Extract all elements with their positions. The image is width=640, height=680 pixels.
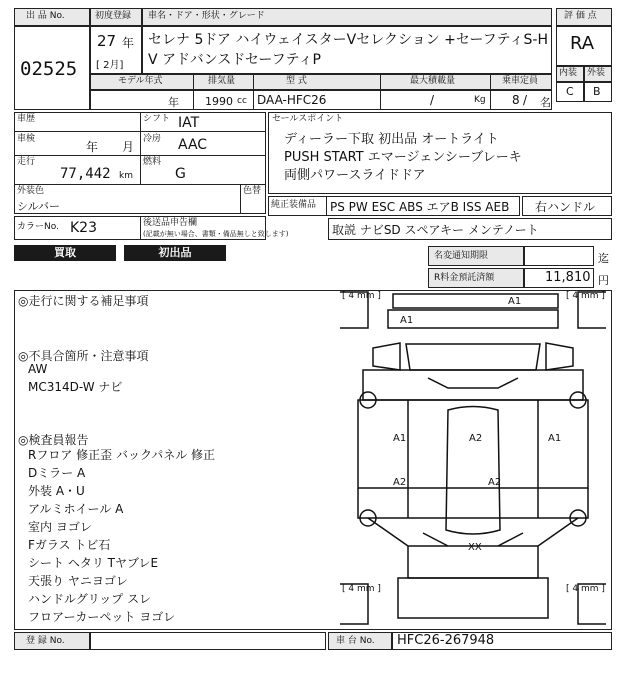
first-reg-month: [ 2月] bbox=[96, 60, 124, 71]
first-reg-year: 27 bbox=[97, 32, 117, 50]
inspection-month-unit: 月 bbox=[122, 140, 135, 154]
ac: AAC bbox=[178, 137, 208, 153]
name-change-label: 名変通知期限 bbox=[434, 251, 489, 261]
model-line1: セレナ 5ドア ハイウェイスターVセレクション +セーフティS-H bbox=[148, 32, 548, 48]
purchase-badge: 買取 bbox=[14, 245, 116, 261]
reg-no-label: 登 録 No. bbox=[26, 636, 65, 646]
post-reg-note: (記載が無い場合、書類・備品無しと致します) bbox=[143, 230, 289, 238]
damage-mark: A1 bbox=[548, 433, 562, 444]
capacity: 8 bbox=[512, 93, 520, 107]
inspector-line: ハンドルグリップ スレ bbox=[28, 592, 152, 606]
defect-line: AW bbox=[28, 362, 48, 376]
inspection-year-unit: 年 bbox=[86, 140, 99, 154]
tire-depth-bottom-left: [ 4 mm ] bbox=[342, 584, 381, 594]
tire-depth-top-right: [ 4 mm ] bbox=[566, 291, 605, 301]
damage-mark: XX bbox=[468, 542, 482, 553]
capacity-label: 乗車定員 bbox=[502, 76, 539, 86]
year-unit: 年 bbox=[168, 96, 179, 109]
recycle-amount: 11,810 bbox=[545, 270, 591, 285]
chassis-no: HFC26-267948 bbox=[397, 633, 495, 648]
inspector-line: シート ヘタリ TヤブレE bbox=[28, 556, 159, 570]
interior-grade: C bbox=[566, 85, 574, 98]
lot-no-label: 出 品 No. bbox=[26, 11, 65, 21]
displacement-label: 排気量 bbox=[208, 76, 236, 86]
max-load-label: 最大積載量 bbox=[410, 76, 456, 86]
model-year-label: モデル年式 bbox=[118, 76, 163, 86]
model-label: 車名・ドア・形状・グレード bbox=[148, 11, 265, 21]
inspector-line: 室内 ヨゴレ bbox=[28, 520, 92, 534]
std-equip-label: 純正装備品 bbox=[271, 200, 317, 210]
damage-mark: A2 bbox=[469, 433, 483, 444]
inspector-line: 外装 A・U bbox=[28, 484, 85, 498]
inspector-line: フロアーカーペット ヨゴレ bbox=[28, 610, 176, 624]
first-reg-label: 初度登録 bbox=[95, 11, 132, 21]
std-equip: PS PW ESC ABS エアB ISS AEB bbox=[330, 200, 510, 214]
name-change-box bbox=[524, 246, 594, 266]
damage-mark: A1 bbox=[508, 296, 522, 307]
exterior-label: 外装 bbox=[587, 68, 606, 78]
damage-mark: A2 bbox=[488, 477, 502, 488]
shift-label: シフト bbox=[143, 114, 171, 124]
chassis-label: 車 台 No. bbox=[336, 636, 375, 646]
steering: 右ハンドル bbox=[535, 200, 596, 214]
inspector-line: 天張り ヤニヨゴレ bbox=[28, 574, 128, 588]
inspector-line: Fガラス トビ石 bbox=[28, 538, 111, 552]
lot-no: 02525 bbox=[20, 58, 78, 80]
type-label: 型 式 bbox=[286, 76, 307, 86]
selling-point: ディーラー下取 初出品 オートライト bbox=[284, 132, 499, 147]
recycle-unit: 円 bbox=[598, 274, 609, 287]
color-no-label: カラーNo. bbox=[17, 222, 59, 232]
defect-label: ◎不具合箇所・注意事項 bbox=[18, 349, 149, 363]
damage-mark: A1 bbox=[400, 315, 414, 326]
model-line2: V アドバンスドセーフティP bbox=[148, 52, 321, 68]
color-no: K23 bbox=[70, 220, 97, 236]
inspector-line: Dミラー A bbox=[28, 466, 86, 480]
color-label: 外装色 bbox=[17, 186, 45, 196]
name-change-unit: 迄 bbox=[598, 252, 609, 265]
ac-label: 冷房 bbox=[143, 134, 162, 144]
mileage: 77,442 bbox=[60, 166, 111, 182]
tire-depth-bottom-right: [ 4 mm ] bbox=[566, 584, 605, 594]
mileage-unit: km bbox=[119, 171, 133, 181]
displacement-unit: cc bbox=[237, 96, 247, 106]
selling-point: PUSH START エマージェンシーブレーキ bbox=[284, 150, 522, 165]
displacement: 1990 bbox=[205, 95, 233, 108]
interior-label: 内装 bbox=[559, 68, 578, 78]
inspector-label: ◎検査員報告 bbox=[18, 433, 89, 447]
color: シルバー bbox=[17, 200, 60, 213]
load-sep: / bbox=[430, 93, 435, 107]
reg-no-box bbox=[90, 632, 326, 650]
car-diagram bbox=[338, 288, 608, 628]
defect-line: MC314D-W ナビ bbox=[28, 380, 123, 394]
tire-depth-top-left: [ 4 mm ] bbox=[342, 291, 381, 301]
color-code-label: 色替 bbox=[243, 186, 262, 196]
recycle-label: R料金預託済額 bbox=[434, 273, 495, 283]
grade-label: 評 価 点 bbox=[564, 11, 597, 21]
driving-label: ◎走行に関する補足事項 bbox=[18, 294, 149, 308]
grade: RA bbox=[570, 33, 595, 54]
selling-label: セールスポイント bbox=[272, 114, 344, 124]
exterior-grade: B bbox=[593, 85, 601, 98]
mileage-label: 走行 bbox=[17, 157, 36, 167]
damage-mark: A1 bbox=[393, 433, 407, 444]
shift: IAT bbox=[178, 115, 200, 131]
history-label: 車歴 bbox=[17, 114, 36, 124]
damage-mark: A2 bbox=[393, 477, 407, 488]
fuel-label: 燃料 bbox=[143, 157, 162, 167]
first-listing-badge: 初出品 bbox=[124, 245, 226, 261]
fuel: G bbox=[175, 166, 186, 182]
inspection-label: 車検 bbox=[17, 134, 36, 144]
inspector-line: アルミホイール A bbox=[28, 502, 124, 516]
year-suffix: 年 bbox=[122, 36, 135, 50]
capacity-unit: 名 bbox=[540, 96, 551, 109]
capacity-sep: / bbox=[523, 93, 528, 107]
load-unit: Kg bbox=[474, 95, 486, 105]
accessories: 取説 ナビSD スペアキー メンテノート bbox=[332, 223, 539, 237]
type: DAA-HFC26 bbox=[257, 93, 327, 107]
post-reg-label: 後送品申告欄 bbox=[143, 218, 198, 228]
selling-point: 両側パワースライドドア bbox=[284, 168, 426, 183]
inspector-line: Rフロア 修正歪 バックパネル 修正 bbox=[28, 448, 216, 462]
